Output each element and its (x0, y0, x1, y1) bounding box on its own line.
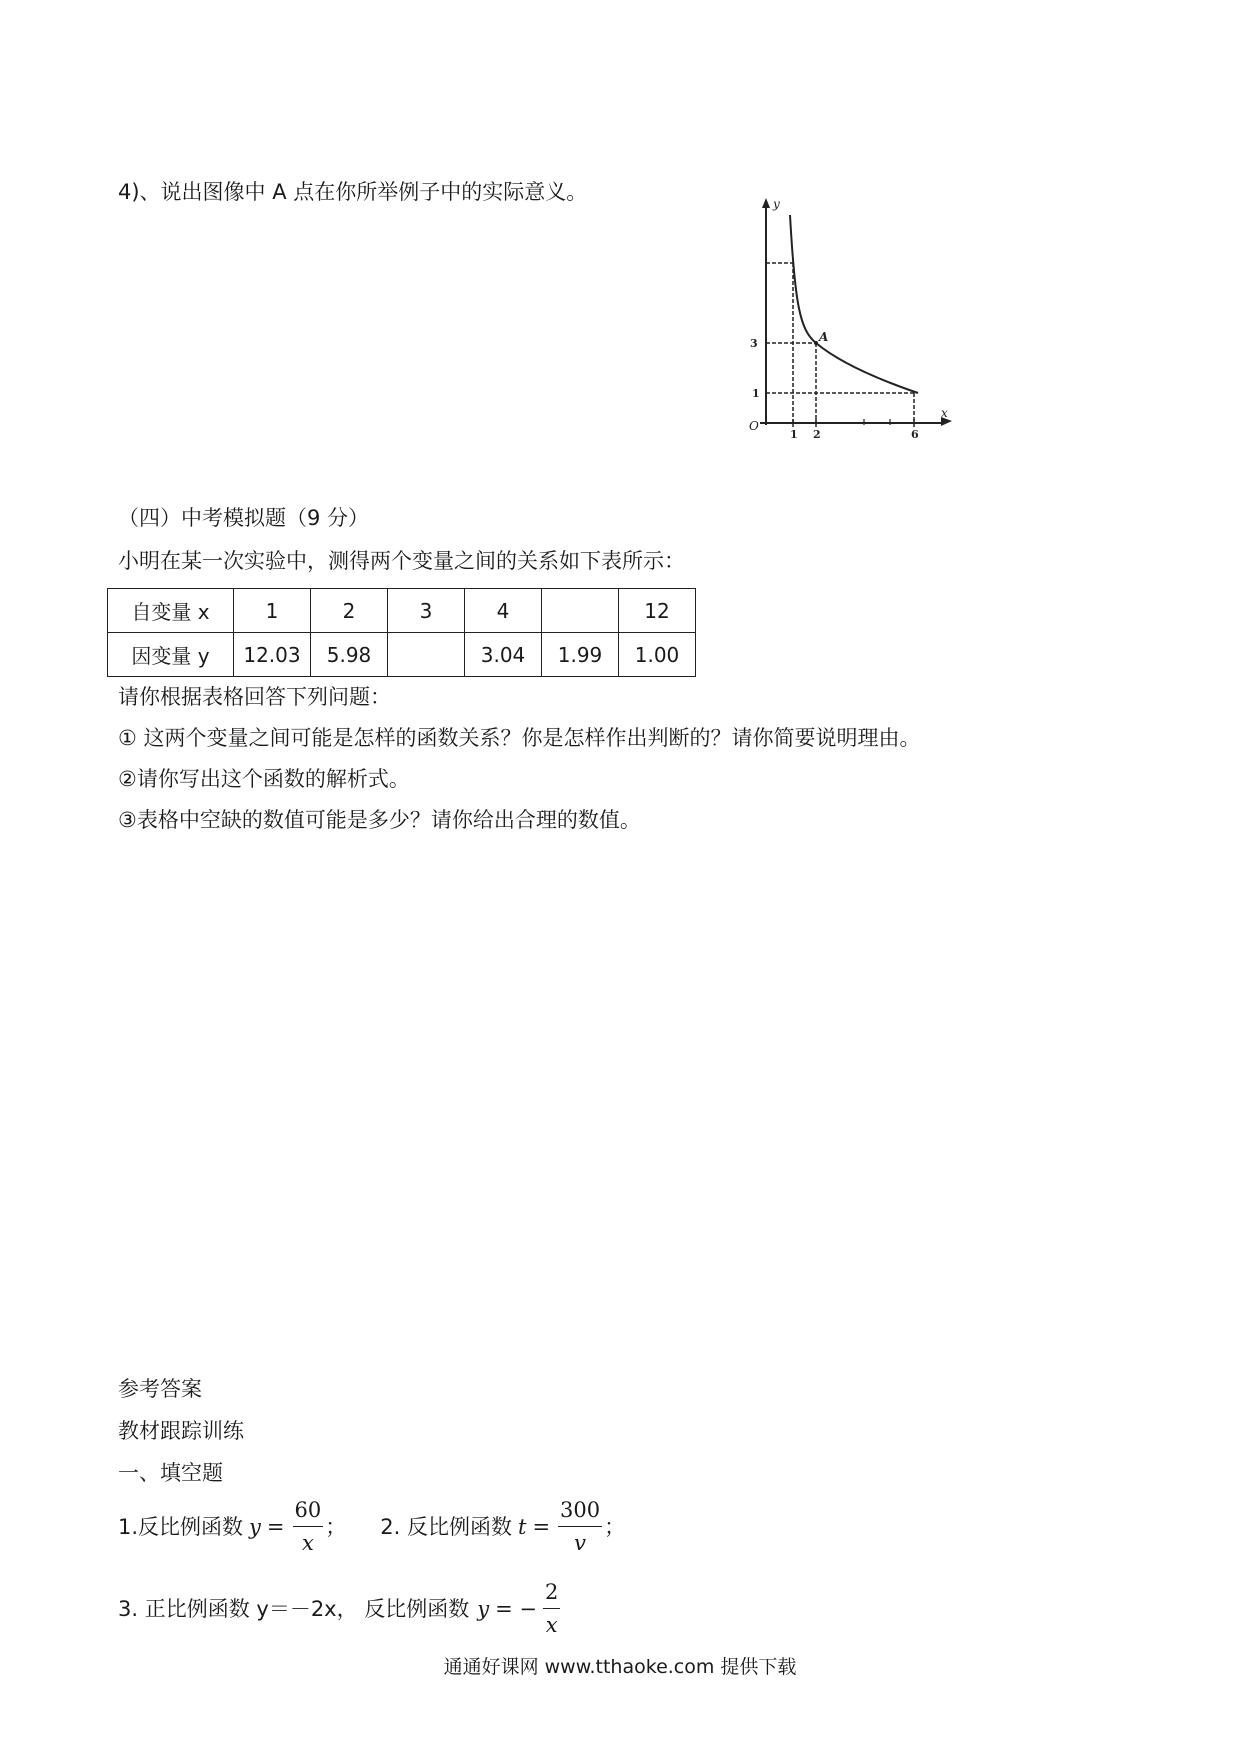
table-row-header: 自变量 x (108, 589, 234, 633)
answer-2-eq: = (532, 1514, 551, 1539)
answers-subtitle: 教材跟踪训练 (118, 1419, 244, 1443)
table-cell: 5.98 (311, 633, 388, 677)
section-4-prompt: 请你根据表格回答下列问题： (118, 685, 391, 709)
answer-line-2 (118, 1578, 562, 1639)
table-cell: 1 (234, 589, 311, 633)
point-a-label: A (819, 330, 829, 344)
y-axis-label: y (773, 197, 780, 211)
answer-1-eq: = (266, 1514, 285, 1539)
table-cell: 3.04 (465, 633, 542, 677)
table-cell: 2 (311, 589, 388, 633)
answer-1-numerator: 60 (293, 1496, 324, 1527)
table-cell: 4 (465, 589, 542, 633)
hyperbola-curve (790, 215, 918, 393)
data-table (107, 588, 696, 677)
answer-2-fraction (558, 1496, 602, 1557)
page-footer: 通通好课网 www.tthaoke.com 提供下载 (443, 1656, 797, 1678)
table-cell (542, 589, 619, 633)
point-a-marker (814, 341, 818, 345)
table-cell: 12 (619, 589, 696, 633)
table-row (108, 589, 696, 633)
answer-1-fraction (293, 1496, 324, 1557)
table-cell: 12.03 (234, 633, 311, 677)
answer-3-denominator: x (545, 1613, 558, 1637)
answer-2-end: ； (604, 1514, 626, 1539)
answer-1-prefix: 1.反比例函数 (118, 1514, 244, 1539)
table-cell: 1.99 (542, 633, 619, 677)
table-cell: 3 (388, 589, 465, 633)
answer-1-end: ； (325, 1514, 347, 1539)
table-row (108, 633, 696, 677)
function-graph (740, 195, 960, 445)
answers-part-1: 一、填空题 (118, 1461, 223, 1485)
table-row-header: 因变量 y (108, 633, 234, 677)
answer-2-var: t (517, 1514, 527, 1539)
answer-3-fraction (543, 1578, 560, 1639)
x-tick-label-1: 1 (790, 428, 798, 441)
answer-2-denominator: v (574, 1531, 587, 1555)
y-tick-label-3: 3 (750, 337, 758, 350)
question-item-2: ②请你写出这个函数的解析式。 (118, 767, 410, 791)
answer-2-prefix: 2. 反比例函数 (380, 1514, 512, 1539)
answer-1-var: y (249, 1514, 261, 1539)
answer-3-var: y (477, 1596, 490, 1621)
answer-3-prefix: 3. 正比例函数 y＝－2x， 反比例函数 (118, 1596, 470, 1621)
origin-label: O (749, 419, 759, 433)
section-4-intro: 小明在某一次实验中，测得两个变量之间的关系如下表所示： (118, 549, 685, 573)
question-4: 4)、说出图像中 A 点在你所举例子中的实际意义。 (118, 180, 588, 204)
table-cell (388, 633, 465, 677)
x-axis-label: x (941, 406, 948, 420)
x-tick-label-6: 6 (911, 428, 919, 441)
question-item-3: ③表格中空缺的数值可能是多少？请你给出合理的数值。 (118, 808, 641, 832)
answers-title: 参考答案 (118, 1377, 202, 1401)
section-4-heading: （四）中考模拟题（9 分） (118, 506, 370, 530)
y-axis-arrow (762, 198, 770, 208)
question-item-1: ① 这两个变量之间可能是怎样的函数关系？你是怎样作出判断的？请你简要说明理由。 (118, 726, 921, 750)
x-tick-label-2: 2 (813, 428, 821, 441)
answer-3-numerator: 2 (543, 1578, 560, 1609)
answer-line-1 (118, 1496, 625, 1557)
table-cell: 1.00 (619, 633, 696, 677)
answer-1-denominator: x (301, 1531, 314, 1555)
answer-2-numerator: 300 (558, 1496, 602, 1527)
answer-3-eq: = − (495, 1596, 538, 1621)
y-tick-label-1: 1 (752, 387, 760, 400)
